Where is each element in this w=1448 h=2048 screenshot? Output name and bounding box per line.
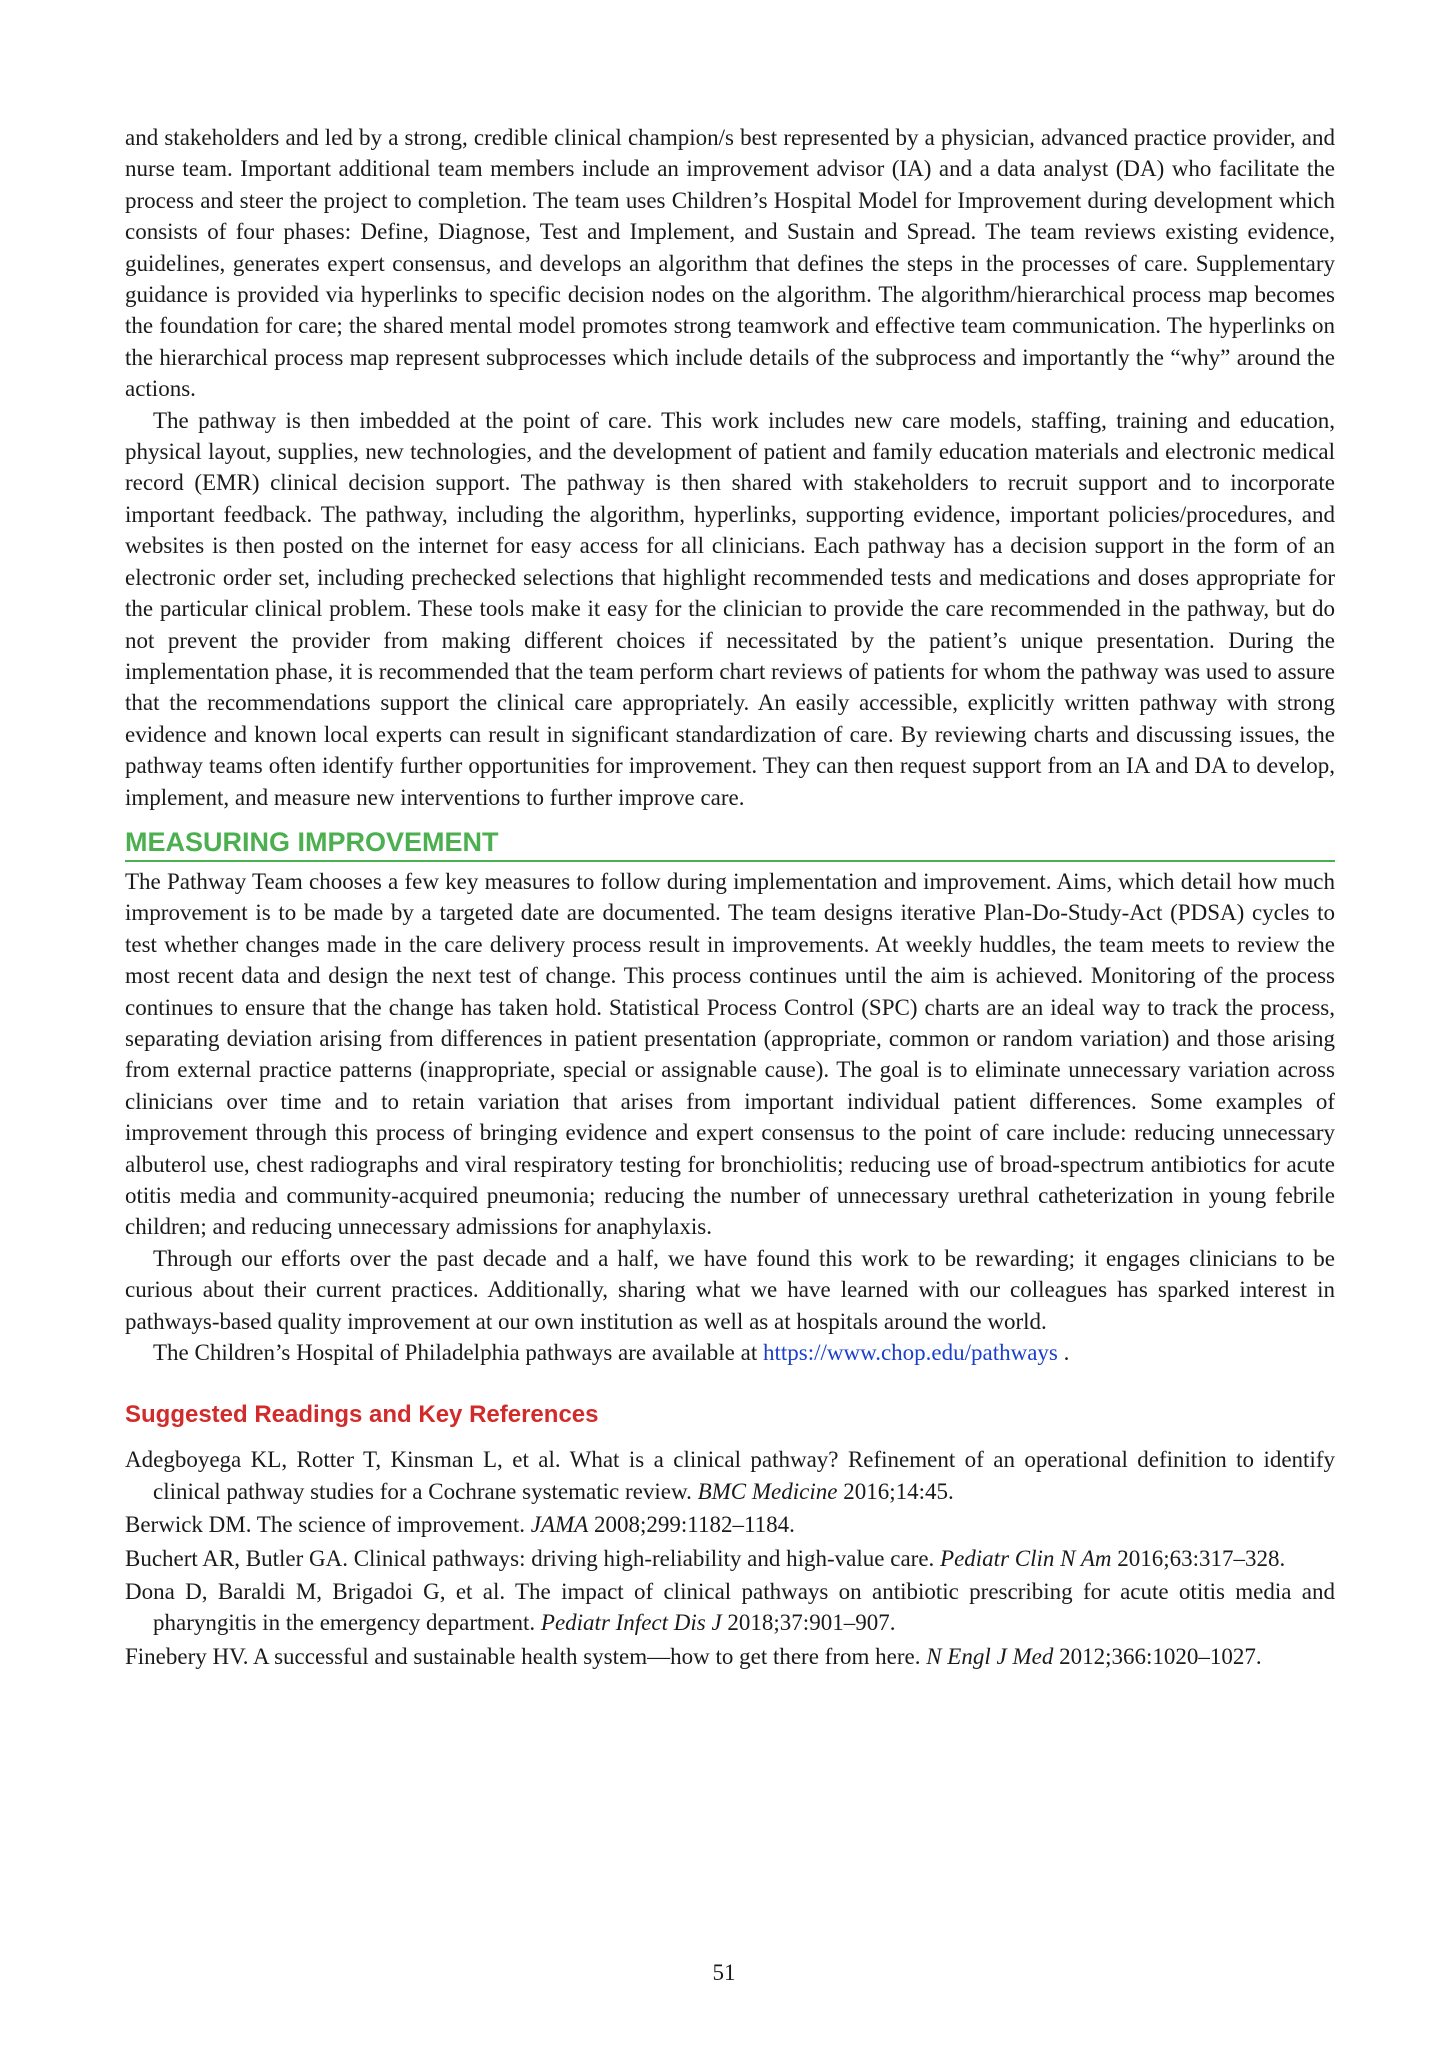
reference-journal: BMC Medicine [697,1478,838,1504]
page-number: 51 [712,1960,736,1985]
pathways-link[interactable]: https://www.chop.edu/pathways [762,1340,1058,1366]
reference-citation: 2016;63:317–328. [1111,1545,1286,1571]
reference-journal: Pediatr Clin N Am [940,1545,1112,1571]
reference-citation: 2012;366:1020–1027. [1053,1643,1262,1669]
reference-journal: JAMA [530,1512,589,1538]
reference-journal: Pediatr Infect Dis J [540,1610,722,1636]
reference-text: Berwick DM. The science of improvement. [125,1512,531,1538]
references-list [125,1444,1335,1672]
availability-text: The Children’s Hospital of Philadelphia pathways are available at [153,1340,763,1366]
body-paragraph-implementation: The pathway is then imbedded at the point of care. This work includes new care models, staffing, training and education, physical layout, supplies, new technologies, and the development of patient and family education materials and electronic medical record (EMR) clinical decision support. The pathway is then shared with stakeholders to recruit support and to incorporate important feedback. The pathway, including the algorithm, hyperlinks, supporting evidence, important policies/procedures, and websites is then posted on the internet for easy access for all clinicians. Each pathway has a decision support in the form of an electronic order set, including prechecked selections that highlight recommended tests and medications and doses appropriate for the particular clinical problem. These tools make it easy for the clinician to provide the care recommended in the pathway, but do not prevent the provider from making different choices if necessitated by the patient’s unique presentation. During the implementation phase, it is recommended that the team perform chart reviews of patients for whom the pathway was used to assure that the recommendations support the clinical care appropriately. An easily accessible, explicitly written pathway with strong evidence and known local experts can result in significant standardization of care. By reviewing charts and discussing issues, the pathway teams often identify further opportunities for improvement. They can then request support from an IA and DA to develop, implement, and measure new interventions to further improve care. [125,407,1335,810]
body-paragraph-reflection: Through our efforts over the past decade and a half, we have found this work to be rewarding; it engages clinicians to be curious about their current practices. Additionally, sharing what we have learned with our colleagues has sparked interest in pathways-based quality improvement at our own institution as well as at hospitals around the world. [125,1245,1335,1334]
section-heading-measuring-improvement: MEASURING IMPROVEMENT [125,825,1335,862]
reference-item [125,1576,1335,1639]
document-page [125,122,1335,1674]
reference-text: Dona D, Baraldi M, Brigadoi G, et al. The impact of clinical pathways on antibiotic prescribing for acute otitis media and pharyngitis in the emergency department. [125,1579,1335,1636]
availability-suffix: . [1057,1340,1070,1366]
body-paragraph-measures: The Pathway Team chooses a few key measures to follow during implementation and improvement. Aims, which detail how much improvement is to be made by a targeted date are documented. The team designs iterative Plan-Do-Study-Act (PDSA) cycles to test whether changes made in the care delivery process result in improvements. At weekly huddles, the team meets to review the most recent data and design the next test of change. This process continues until the aim is achieved. Monitoring of the process continues to ensure that the change has taken hold. Statistical Process Control (SPC) charts are an ideal way to track the process, separating deviation arising from differences in patient presentation (appropriate, common or random variation) and those arising from external practice patterns (inappropriate, special or assignable cause). The goal is to eliminate unnecessary variation across clinicians over time and to retain variation that arises from important individual patient differences. Some examples of improvement through this process of bringing evidence and expert consensus to the point of care include: reducing unnecessary albuterol use, chest radiographs and viral respiratory testing for bronchiolitis; reducing use of broad-spectrum antibiotics for acute otitis media and community-acquired pneumonia; reducing the number of unnecessary urethral catheterization in young febrile children; and reducing unnecessary admissions for anaphylaxis. [125,868,1335,1240]
reference-citation: 2018;37:901–907. [721,1610,896,1636]
body-paragraph-availability [125,1337,1335,1368]
reference-text: Buchert AR, Butler GA. Clinical pathways: driving high-reliability and high-value care. [125,1545,941,1571]
reference-text: Finebery HV. A successful and sustainable health system—how to get there from here. [125,1643,927,1669]
reference-item [125,1543,1335,1574]
body-paragraph-continued: and stakeholders and led by a strong, credible clinical champion/s best represented by a physician, advanced practice provider, and nurse team. Important additional team members include an improvement advisor (IA) and a data analyst (DA) who facilitate the process and steer the project to completion. The team uses Children’s Hospital Model for Improvement during development which consists of four phases: Define, Diagnose, Test and Implement, and Sustain and Spread. The team reviews existing evidence, guidelines, generates expert consensus, and develops an algorithm that defines the steps in the processes of care. Supplementary guidance is provided via hyperlinks to specific decision nodes on the algorithm. The algorithm/hierarchical process map becomes the foundation for care; the shared mental model promotes strong teamwork and effective team communication. The hyperlinks on the hierarchical process map represent subprocesses which include details of the subprocess and importantly the “why” around the actions. [125,125,1335,402]
reference-item [125,1641,1335,1672]
reference-journal: N Engl J Med [926,1643,1054,1669]
reference-item [125,1509,1335,1540]
reference-text: Adegboyega KL, Rotter T, Kinsman L, et al. What is a clinical pathway? Refinement of an operational definition to identify clinical pathway studies for a Cochrane systematic review. [125,1447,1335,1504]
reference-citation: 2016;14:45. [837,1478,954,1504]
reference-citation: 2008;299:1182–1184. [588,1512,795,1538]
references-heading: Suggested Readings and Key References [125,1401,599,1429]
reference-item [125,1444,1335,1507]
